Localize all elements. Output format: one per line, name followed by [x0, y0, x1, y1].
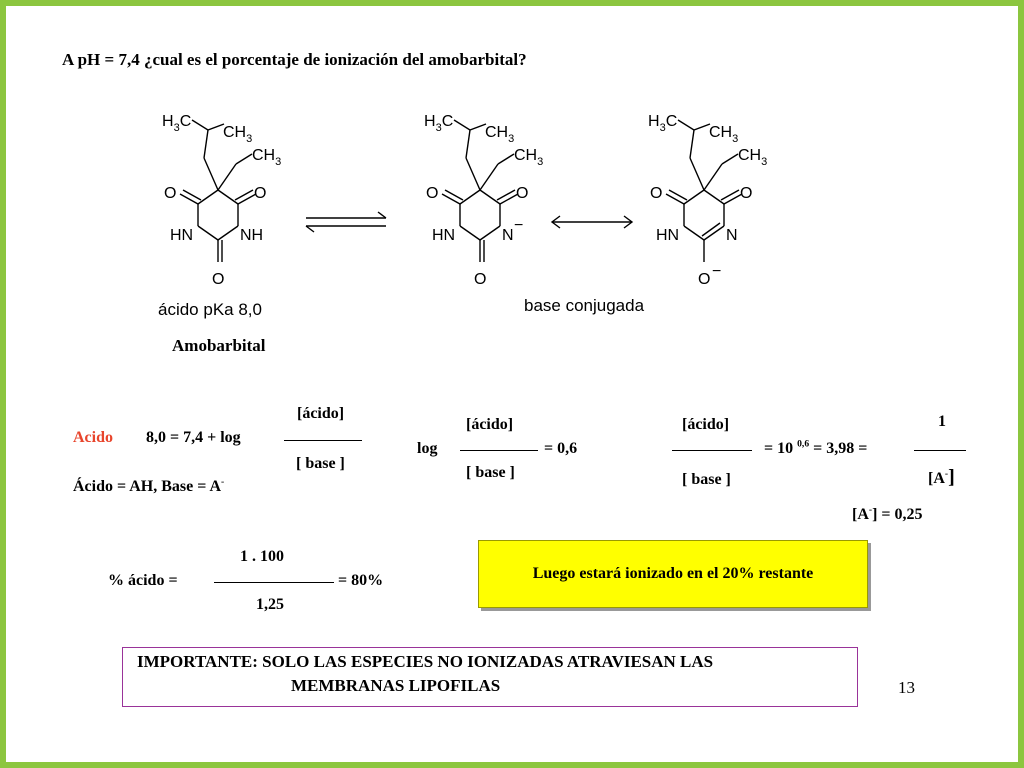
eq2-fraction-bar	[460, 450, 538, 451]
acid-label: Acido	[73, 429, 113, 446]
percent-numerator: 1 . 100	[240, 548, 284, 565]
svg-text:O: O	[474, 271, 487, 288]
svg-text:N: N	[502, 227, 514, 244]
svg-text:N: N	[726, 227, 738, 244]
svg-text:HN: HN	[432, 227, 456, 244]
structure-conjugate-base-1	[424, 113, 543, 288]
percent-rhs: = 80%	[338, 572, 384, 589]
percent-denominator: 1,25	[256, 596, 284, 613]
eq3-fraction-bar	[672, 450, 752, 451]
important-note-box	[122, 647, 858, 707]
equilibrium-arrows	[306, 212, 386, 232]
svg-text:O: O	[164, 185, 177, 202]
svg-text:NH: NH	[240, 227, 264, 244]
eq2-rhs: = 0,6	[544, 440, 578, 457]
important-line-2: MEMBRANAS LIPOFILAS	[291, 676, 501, 695]
ionized-result-box	[478, 540, 868, 608]
svg-text:O: O	[698, 271, 711, 288]
structure-conjugate-base-2	[648, 113, 767, 288]
svg-text:H3C: $H_3C$	[424, 113, 454, 134]
svg-text:HN: HN	[170, 227, 194, 244]
ch3-label-ethyl: $CH_3$	[252, 147, 282, 168]
ch3-label-top: $CH_3$	[223, 124, 253, 145]
svg-text:−: −	[514, 217, 524, 234]
page-number: 13	[898, 678, 915, 697]
resonance-arrow	[552, 216, 632, 228]
eq1-lhs: 8,0 = 7,4 + log	[146, 429, 241, 446]
svg-text:CH3: $CH_3$	[485, 124, 515, 145]
eq2-denominator: [ base ]	[466, 464, 515, 481]
svg-text:H3C: $H_3C$	[648, 113, 678, 134]
svg-text:CH3: $CH_3$	[709, 124, 739, 145]
h3c-label: $H_3C$	[162, 113, 192, 134]
ionized-result-text: Luego estará ionizado en el 20% restante	[532, 565, 814, 582]
svg-text:O: O	[650, 185, 663, 202]
eq3-rhs: = 10 $^{0,6}$ = 3,98 =	[764, 438, 868, 457]
eq1-fraction-bar	[284, 440, 362, 441]
svg-text:−: −	[712, 263, 722, 280]
svg-text:O: O	[426, 185, 439, 202]
svg-text:CH3: $CH_3$	[514, 147, 544, 168]
percent-fraction-bar	[214, 582, 334, 583]
eq3-numerator: [ácido]	[682, 416, 730, 433]
eq1-numerator: [ácido]	[297, 405, 345, 422]
chemical-structures	[0, 0, 1024, 360]
svg-text:HN: HN	[656, 227, 680, 244]
eq3-fraction-bar-2	[914, 450, 966, 451]
a-minus-result: [A-] = 0,25	[852, 504, 923, 523]
svg-text:CH3: $CH_3$	[738, 147, 768, 168]
eq3-a-minus: [A-]	[928, 466, 955, 488]
svg-text:O: O	[516, 185, 529, 202]
important-line-1: IMPORTANTE: SOLO LAS ESPECIES NO IONIZADAS ATRAVIESAN LAS	[137, 652, 714, 671]
acid-pka-label: ácido pKa 8,0	[158, 300, 262, 319]
compound-name: Amobarbital	[172, 336, 266, 355]
percent-lhs: % ácido =	[108, 572, 178, 589]
question-title: A pH = 7,4 ¿cual es el porcentaje de ionización del amobarbital?	[62, 50, 527, 69]
eq1-denominator: [ base ]	[296, 455, 345, 472]
eq2-log: log	[417, 440, 438, 457]
svg-text:O: O	[212, 271, 225, 288]
structure-amobarbital-acid	[162, 113, 281, 288]
svg-text:O: O	[254, 185, 267, 202]
conjugate-base-label: base conjugada	[524, 296, 645, 315]
eq2-numerator: [ácido]	[466, 416, 514, 433]
acid-base-definition: Ácido = AH, Base = A-	[73, 476, 225, 495]
eq3-one: 1	[938, 413, 946, 430]
eq3-denominator: [ base ]	[682, 471, 731, 488]
svg-text:O: O	[740, 185, 753, 202]
